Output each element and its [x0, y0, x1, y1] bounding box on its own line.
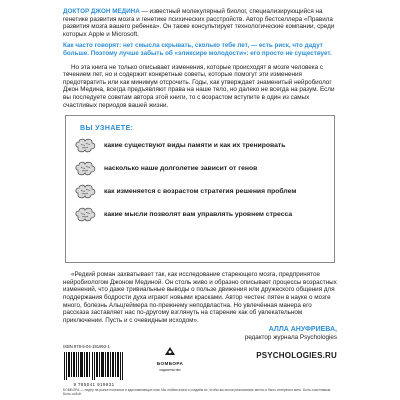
brain-icon [74, 161, 96, 177]
learn-box [65, 115, 335, 263]
psychologies-logo: PSYCHOLOGIES.RU [256, 351, 337, 360]
brain-icon [74, 138, 96, 154]
book-description: Но эта книга не только описывает изменения, которые происходят в мозге человека с течением лет, но и содержит конкретные советы, которые помогут эти изменения предотвратить или как минимум отсрочить. Годы, как утверждает знаменитый нейробиолог Джон Медина, всегда предъявляют права на наше тело, но далеко не всегда на разум. Если вы последуете советам автора этой книги, то с возрастом вступите в один из самых счастливых периодов вашей жизни. [63, 63, 335, 109]
publisher-fine-print: БОМБОРА — лидер на рынке полезных и вдохновляющих книг. Мы любим книги и создаём их, чтобы вы могли реализовать мечты и было интересно жить. Быть счастливым. Быть собой. [63, 388, 331, 396]
cover-footer [63, 344, 337, 400]
author-bio [63, 8, 337, 38]
publisher-emblem-icon [164, 346, 176, 356]
publisher-name: БОМБОРА [156, 360, 184, 366]
review-signature [63, 326, 337, 341]
reviewer-role: редактор журнала Psychologies [244, 333, 337, 341]
author-bio-text: — известный молекулярный биолог, специализирующийся на генетике развития мозга и генетике психических расстройств. Автор бестселлера «Правила развития мозга вашего ребенка». Он также консультирует технологические компании, среди которых Apple и Microsoft. [63, 8, 335, 38]
barcode-number: 9 785041 919931 [73, 382, 115, 387]
barcode-image [63, 352, 125, 380]
learn-item-text: какие существуют виды памяти и как их тренировать [104, 141, 286, 149]
learn-item [74, 138, 326, 154]
hook-text: Как часто говорят: нет смысла скрывать, сколько тебе лет, — есть риск, что дадут больше. Поэтому лучше забыть об «эликсире молодости»: его просто не существует. [63, 42, 332, 57]
publisher-logo [155, 346, 185, 373]
learn-item [74, 184, 326, 200]
learn-item [74, 161, 326, 177]
brain-icon [74, 184, 96, 200]
isbn-text: ISBN 978-5-04-191993-1 [63, 344, 110, 349]
publisher-subtitle: издательство [159, 368, 181, 373]
learn-item-text: как изменяется с возрастом стратегия решения проблем [104, 187, 297, 195]
learn-box-title: ВЫ УЗНАЕТЕ: [80, 123, 134, 133]
review-quote: «Редкий роман захватывает так, как исследование стареющего мозга, предпринятое нейробиологом Джоном Мединой. Он столь живо и образно описывает процессы возрастных изменений, что даже тривиальные выводы о пользе движения или дружеского общения для поддержания бодрости духа играют новыми красками. Автор честен: пятен в науке о мозге много, болезнь Альцгеймера по-прежнему неподвластна. Но увлечённая манера его рассказа заставляет нас по-другому взглянуть на старение как об увлекательном приключении. Пусть и с очевидным исходом». [63, 271, 337, 324]
learn-item [74, 207, 326, 223]
reviewer-name: АЛЛА АНУФРИЕВА, [268, 326, 337, 334]
learn-item-text: какие мысли позволят вам управлять уровнем стресса [104, 210, 293, 218]
learn-item-text: насколько наше долголетие зависит от генов [104, 164, 258, 172]
book-back-cover [53, 0, 347, 400]
author-name: ДОКТОР ДЖОН МЕДИНА [63, 8, 140, 15]
brain-icon [74, 207, 96, 223]
